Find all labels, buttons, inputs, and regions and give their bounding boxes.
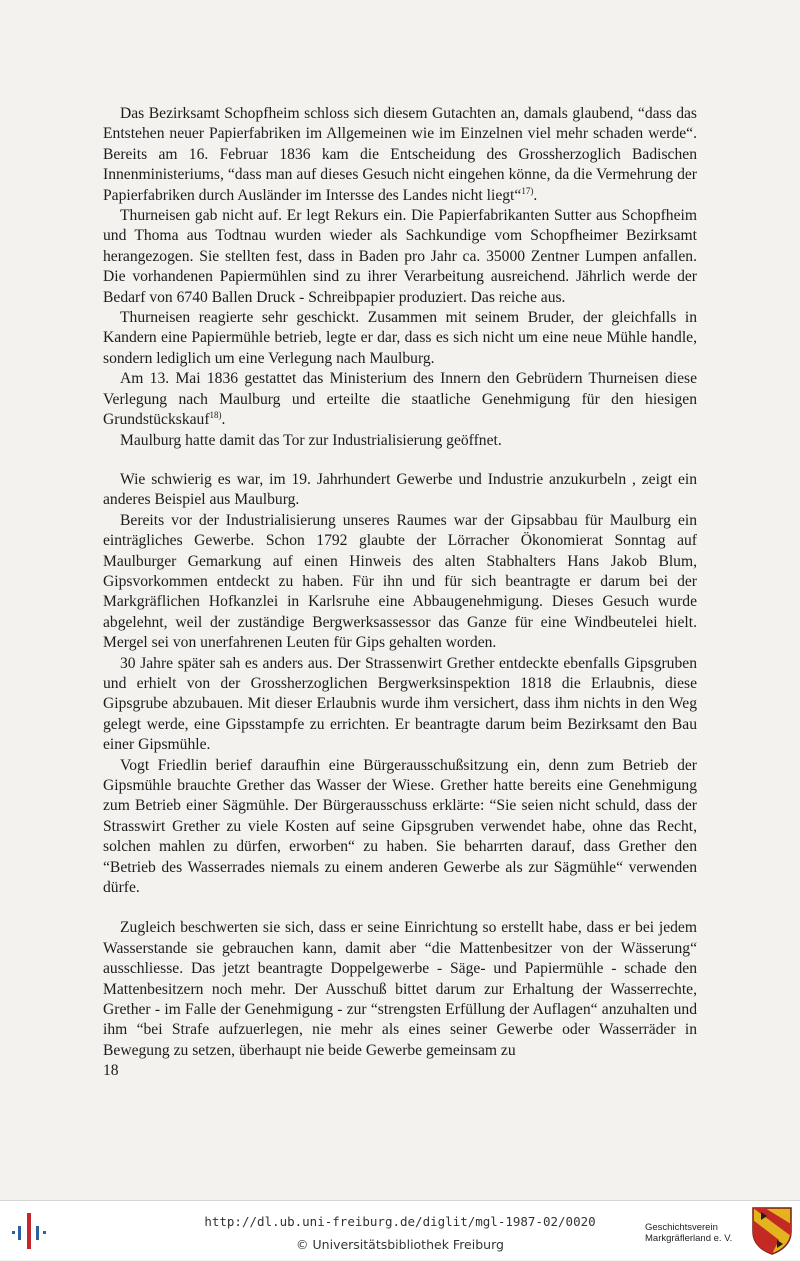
- paragraph: 30 Jahre später sah es anders aus. Der Strassenwirt Grether entdeckte ebenfalls Gipsgruben und erhielt von der Grossherzoglichen Bergwerksinspektion 1818 die Erlaubnis, diese Gipsgrube abzubauen. Mit dieser Erlaubnis wurde ihm versichert, dass ihm nichts in den Weg gelegt werde, eine Gipsstampfe zu errichten. Er beantragte darum beim Bezirksamt den Bau einer Gipsmühle.: [103, 654, 697, 754]
- society-line1: Geschichtsverein: [645, 1222, 718, 1233]
- footnote-ref: 17): [521, 185, 534, 196]
- paragraph: Das Bezirksamt Schopfheim schloss sich diesem Gutachten an, damals glaubend, “dass das Entstehen neuer Papierfabriken im Allgemeinen wie im Einzelnen viel mehr schaden werde“. Bereits am 16. Februar 1836 kam die Entscheidung des Grossherzoglich Badischen Innenministeriums, “dass man auf dieses Gesuch nicht eingehen könne, da die Vermehrung der Papierfabriken durch Ausländer im Intersse des Landes nicht liegt“$^{17)}$.: [103, 105, 697, 204]
- copyright-text: © Universitätsbibliothek Freiburg: [296, 1237, 504, 1252]
- society-line2: Markgräflerland e. V.: [645, 1233, 733, 1244]
- paragraph: Thurneisen reagierte sehr geschickt. Zusammen mit seinem Bruder, der gleichfalls in Kandern eine Papiermühle betrieb, legte er dar, dass es sich nicht um eine neue Mühle handle, sondern lediglich um eine Verlegung nach Maulburg.: [103, 309, 697, 367]
- page-number: 18: [103, 1062, 119, 1079]
- paragraph: Am 13. Mai 1836 gestattet das Ministerium des Innern den Gebrüdern Thurneisen diese Verlegung nach Maulburg und erteilte die staatliche Genehmigung für den hiesigen Grundstückskauf$^{18)}$.: [103, 370, 697, 429]
- paragraph: Thurneisen gab nicht auf. Er legt Rekurs ein. Die Papierfabrikanten Sutter aus Schopfheim und Thoma aus Todtnau wurden wieder als Sachkundige vom Schopfheimer Bezirksamt herangezogen. Sie stellten fest, dass in Baden pro Jahr ca. 35000 Zentner Lumpen anfallen. Die vorhandenen Papiermühlen sind zu ihrer Verarbeitung ausreichend. Jährlich werde der Bedarf von 6740 Ballen Druck - Schreibpapier produziert. Das reiche aus.: [103, 207, 697, 306]
- footer-bar: [0, 1200, 800, 1260]
- paragraph: Maulburg hatte damit das Tor zur Industrialisierung geöffnet.: [120, 431, 502, 449]
- coat-of-arms-icon: [751, 1206, 793, 1256]
- document-url-link[interactable]: http://dl.ub.uni-freiburg.de/diglit/mgl-1987-02/0020: [204, 1214, 596, 1229]
- paragraph: Wie schwierig es war, im 19. Jahrhundert Gewerbe und Industrie anzukurbeln , zeigt ein anderes Beispiel aus Maulburg.: [103, 470, 697, 509]
- paragraph: Vogt Friedlin berief daraufhin eine Bürgerausschußsitzung ein, denn zum Betrieb der Gipsmühle brauchte Grether das Wasser der Wiese. Grether hatte bereits eine Genehmigung zum Betrieb einer Sägmühle. Der Bürgerausschuss erklärte: “Sie seien nicht schuld, dass der Strasswirt Grether zu viele Kosten auf seine Gipsgruben verwendet habe, ohne das Recht, solchen mahlen zu dürfen, erworben“ zu haben. Sie beharrten darauf, dass Grether den “Betrieb des Wasserrades niemals zu einem anderen Gewerbe als zur Sägmühle“ verwenden dürfe.: [103, 756, 697, 897]
- paragraph: Bereits vor der Industrialisierung unseres Raumes war der Gipsabbau für Maulburg ein einträgliches Gewerbe. Schon 1792 glaubte der Lörracher Ökonomierat Sonntag auf Maulburger Gemarkung auf einen Hinweis des alten Stabhalters Hans Jakob Blum, Gipsvorkommen entdeckt zu haben. Für ihn und für sich beantragte er darum bei der Markgräflichen Hofkanzlei in Karlsruhe eine Abbaugenehmigung. Dieses Gesuch wurde abgelehnt, weil der zuständige Bergwerksassessor das Ganze für eine Windbeutelei hielt. Mergel sei von unerfahrenen Leuten für Gips gehalten worden.: [103, 511, 697, 652]
- paragraph: Zugleich beschwerten sie sich, dass er seine Einrichtung so erstellt habe, dass er bei jedem Wasserstande sie gebrauchen kann, damit aber “die Mattenbesitzer von der Wässerung“ ausschliesse. Das jetzt beantragte Doppelgewerbe - Säge- und Papiermühle - schade den Mattenbesitzern noch mehr. Der Ausschuß bittet darum zur Erhaltung der Wasserrechte, Grether - im Falle der Genehmigung - zur “strengsten Erfüllung der Auflagen“ anzuhalten und ihm “bei Strafe aufzuerlegen, nie mehr als eines seiner Gewerbe oder Wasserräder in Bewegung zu setzen, überhaupt nie beide Gewerbe gemeinsam zu: [103, 919, 697, 1059]
- body-text: [103, 104, 697, 1061]
- society-name: [645, 1222, 750, 1244]
- footnote-ref: 18): [209, 409, 222, 420]
- university-library-logo-icon[interactable]: [10, 1209, 52, 1253]
